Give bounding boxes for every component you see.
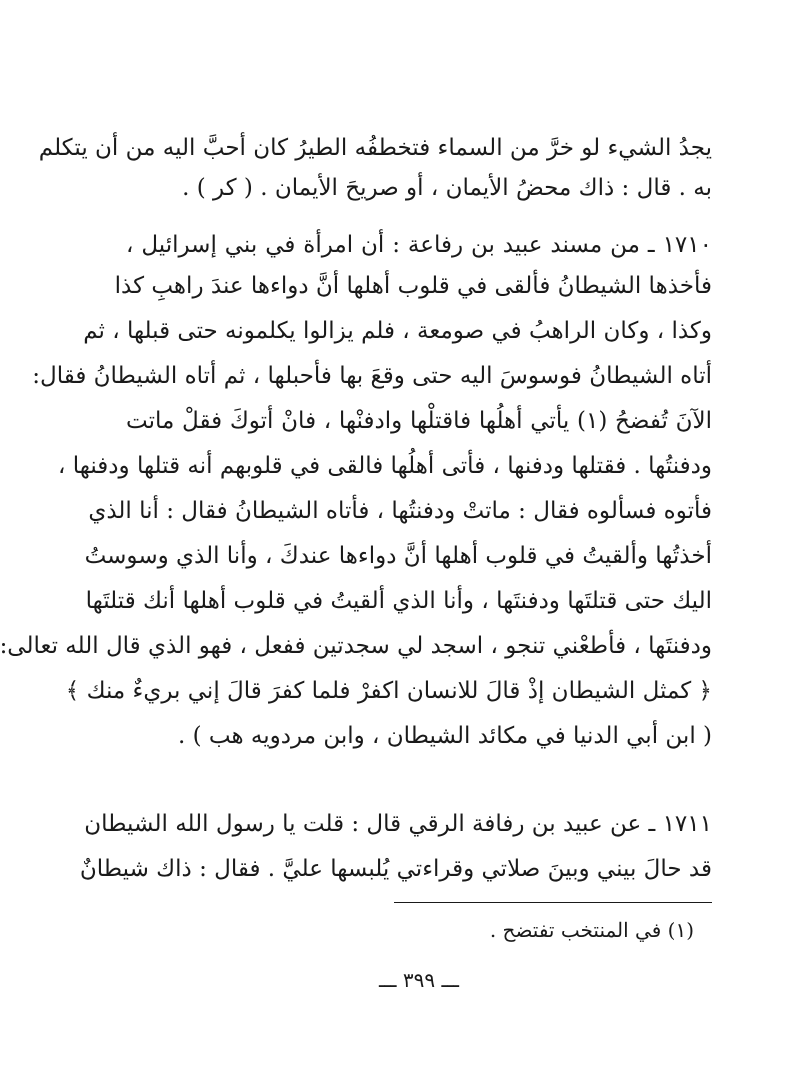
footnote: (١) في المنتخب تفتضح . (489, 918, 694, 942)
text-line: قد حالَ بيني وبينَ صلاتي وقراءتي يُلبسها عليَّ . فقال : ذاك شيطانٌ (79, 856, 712, 882)
text-line: أتاه الشيطانُ فوسوسَ اليه حتى وقعَ بها فأحبلها ، ثم أتاه الشيطانُ فقال: (32, 363, 712, 389)
text-line: به . قال : ذاك محضُ الأيمان ، أو صريحَ الأيمان . ( كر ) . (182, 175, 712, 201)
text-line: فأتوه فسألوه فقال : ماتتْ ودفنتُها ، فأتاه الشيطانُ فقال : أنا الذي (88, 498, 712, 524)
text-line: يجدُ الشيء لو خرَّ من السماء فتخطفُه الطيرُ كان أحبَّ اليه من أن يتكلم (38, 135, 712, 161)
text-line: أخذتُها وألقيتُ في قلوب أهلها أنَّ دواءها عندكَ ، وأنا الذي وسوستُ (84, 543, 712, 569)
text-line: ودفنتُها . فقتلها ودفنها ، فأتى أهلُها فالقى في قلوبهم أنه قتلها ودفنها ، (58, 453, 712, 479)
text-line: وكذا ، وكان الراهبُ في صومعة ، فلم يزالوا يكلمونه حتى قبلها ، ثم (83, 318, 712, 344)
page-number: ـــ ٣٩٩ ـــ (378, 968, 460, 992)
hadith-1711-heading-line: ١٧١١ ـ عن عبيد بن رفافة الرقي قال : قلت يا رسول الله الشيطان (84, 811, 712, 837)
source-citation-line: ( ابن أبي الدنيا في مكائد الشيطان ، وابن مردويه هب ) . (178, 723, 712, 749)
text-line: فأخذها الشيطانُ فألقى في قلوب أهلها أنَّ دواءها عندَ راهبِ كذا (114, 273, 712, 299)
hadith-1710-heading-line: ١٧١٠ ـ من مسند عبيد بن رفاعة : أن امرأة في بني إسرائيل ، (126, 232, 712, 258)
footnote-divider (394, 902, 712, 903)
quran-verse-line: ﴿ كمثل الشيطان إذْ قالَ للانسان اكفرْ فلما كفرَ قالَ إني بريءٌ منك ﴾ (65, 678, 712, 704)
text-line: الآنَ تُفضحُ (١) يأتي أهلُها فاقتلْها وادفنْها ، فانْ أتوكَ فقلْ ماتت (126, 408, 712, 434)
text-line: اليك حتى قتلتَها ودفنتَها ، وأنا الذي ألقيتُ في قلوب أهلها أنك قتلتَها (85, 588, 712, 614)
text-line: ودفنتَها ، فأطعْني تنجو ، اسجد لي سجدتين ففعل ، فهو الذي قال الله تعالى: (0, 633, 712, 659)
